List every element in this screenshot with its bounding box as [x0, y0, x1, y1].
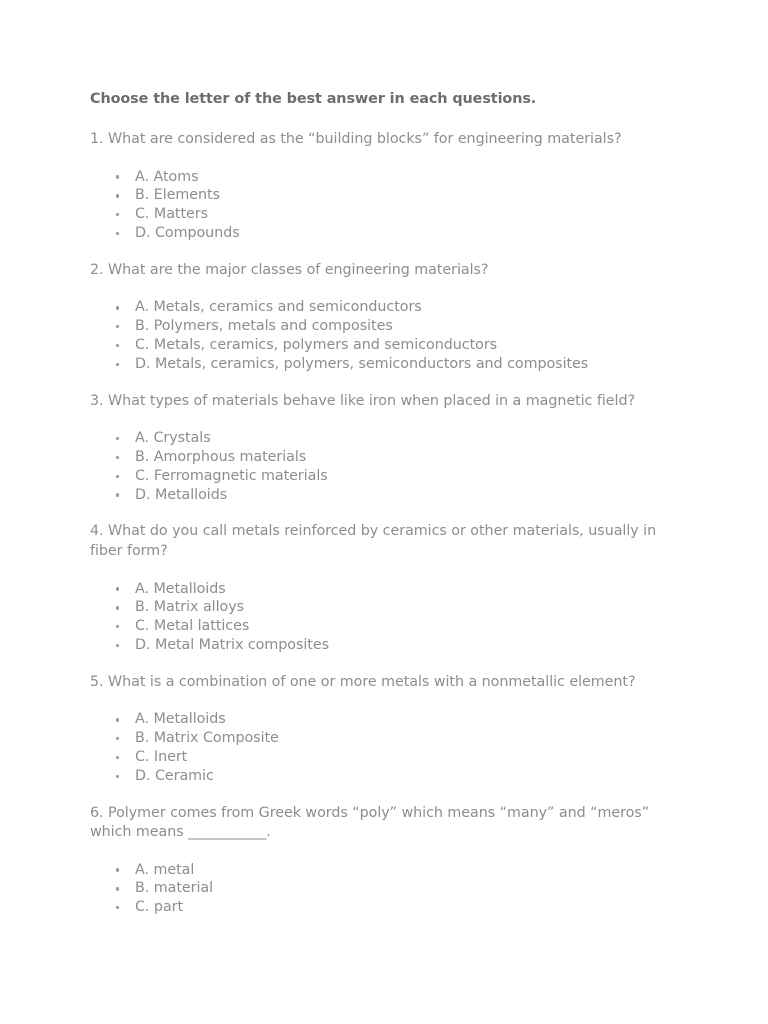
bullet-icon — [116, 737, 119, 740]
bullet-icon — [116, 587, 119, 590]
question-block — [90, 392, 678, 505]
question-block — [90, 522, 678, 654]
list-item[interactable] — [90, 467, 678, 486]
bullet-icon — [116, 232, 119, 235]
question-block — [90, 261, 678, 374]
list-item[interactable] — [90, 336, 678, 355]
bullet-icon — [116, 194, 119, 197]
bullet-icon — [116, 175, 119, 178]
list-item[interactable] — [90, 168, 678, 187]
bullet-icon — [116, 437, 119, 440]
question-text: 1. What are considered as the “building blocks” for engineering materials? — [90, 131, 622, 147]
option-list — [90, 580, 678, 655]
list-item[interactable] — [90, 710, 678, 729]
block-spacer — [90, 504, 678, 522]
option-label: A. Metalloids — [135, 711, 226, 728]
question-block — [90, 130, 678, 243]
option-list — [90, 429, 678, 504]
questions-container — [90, 130, 678, 917]
bullet-icon — [116, 625, 119, 628]
list-item[interactable] — [90, 636, 678, 655]
list-item[interactable] — [90, 598, 678, 617]
list-item[interactable] — [90, 729, 678, 748]
bullet-icon — [116, 456, 119, 459]
list-item[interactable] — [90, 298, 678, 317]
bullet-icon — [116, 756, 119, 759]
option-list — [90, 861, 678, 917]
bullet-icon — [116, 325, 119, 328]
option-label: A. metal — [135, 861, 195, 878]
option-label: B. Matrix alloys — [135, 599, 245, 616]
option-label: A. Atoms — [135, 168, 199, 185]
question-block — [90, 804, 678, 918]
option-label: A. Metalloids — [135, 580, 226, 597]
option-list — [90, 168, 678, 243]
option-label: D. Compounds — [135, 224, 240, 241]
bullet-icon — [116, 493, 119, 496]
option-label: B. material — [135, 880, 214, 897]
bullet-icon — [116, 306, 119, 309]
page-title: Choose the letter of the best answer in each questions. — [90, 91, 537, 107]
question-text: 6. Polymer comes from Greek words “poly” which means “many” and “meros” which means ___________. — [90, 804, 650, 841]
list-item[interactable] — [90, 205, 678, 224]
bullet-icon — [116, 644, 119, 647]
bullet-icon — [116, 906, 119, 909]
question-text: 2. What are the major classes of engineering materials? — [90, 261, 489, 278]
option-label: B. Elements — [135, 187, 220, 204]
bullet-icon — [116, 475, 119, 478]
block-spacer — [90, 374, 678, 392]
bullet-icon — [116, 887, 119, 890]
list-item[interactable] — [90, 580, 678, 599]
option-label: A. Crystals — [135, 430, 211, 447]
list-item[interactable] — [90, 898, 678, 917]
bullet-icon — [116, 213, 119, 216]
bullet-icon — [116, 718, 119, 721]
question-text: 5. What is a combination of one or more metals with a nonmetallic element? — [90, 673, 636, 690]
list-item[interactable] — [90, 486, 678, 505]
bullet-icon — [116, 868, 119, 871]
option-label: B. Amorphous materials — [135, 448, 307, 465]
option-label: C. Metal lattices — [135, 618, 250, 635]
list-item[interactable] — [90, 448, 678, 467]
block-spacer — [90, 655, 678, 673]
list-item[interactable] — [90, 355, 678, 374]
bullet-icon — [116, 775, 119, 778]
option-label: C. Matters — [135, 206, 209, 223]
option-list — [90, 298, 678, 373]
question-text: 3. What types of materials behave like iron when placed in a magnetic field? — [90, 392, 636, 409]
list-item[interactable] — [90, 767, 678, 786]
list-item[interactable] — [90, 186, 678, 205]
option-label: A. Metals, ceramics and semiconductors — [135, 299, 422, 316]
option-label: D. Metals, ceramics, polymers, semiconductors and composites — [135, 355, 589, 372]
option-label: C. part — [135, 899, 184, 916]
option-label: D. Metalloids — [135, 486, 228, 503]
list-item[interactable] — [90, 861, 678, 880]
list-item[interactable] — [90, 224, 678, 243]
bullet-icon — [116, 606, 119, 609]
list-item[interactable] — [90, 879, 678, 898]
option-label: B. Polymers, metals and composites — [135, 318, 393, 335]
option-label: B. Matrix Composite — [135, 730, 279, 747]
block-spacer — [90, 786, 678, 804]
list-item[interactable] — [90, 429, 678, 448]
option-label: C. Metals, ceramics, polymers and semiconductors — [135, 336, 498, 353]
question-text: 4. What do you call metals reinforced by ceramics or other materials, usually in fiber form? — [90, 523, 657, 559]
option-label: C. Inert — [135, 748, 188, 765]
list-item[interactable] — [90, 317, 678, 336]
option-label: D. Ceramic — [135, 767, 214, 784]
bullet-icon — [116, 344, 119, 347]
option-label: C. Ferromagnetic materials — [135, 467, 328, 484]
question-block — [90, 673, 678, 786]
option-list — [90, 710, 678, 785]
bullet-icon — [116, 363, 119, 366]
list-item[interactable] — [90, 748, 678, 767]
block-spacer — [90, 243, 678, 261]
option-label: D. Metal Matrix composites — [135, 636, 329, 653]
list-item[interactable] — [90, 617, 678, 636]
